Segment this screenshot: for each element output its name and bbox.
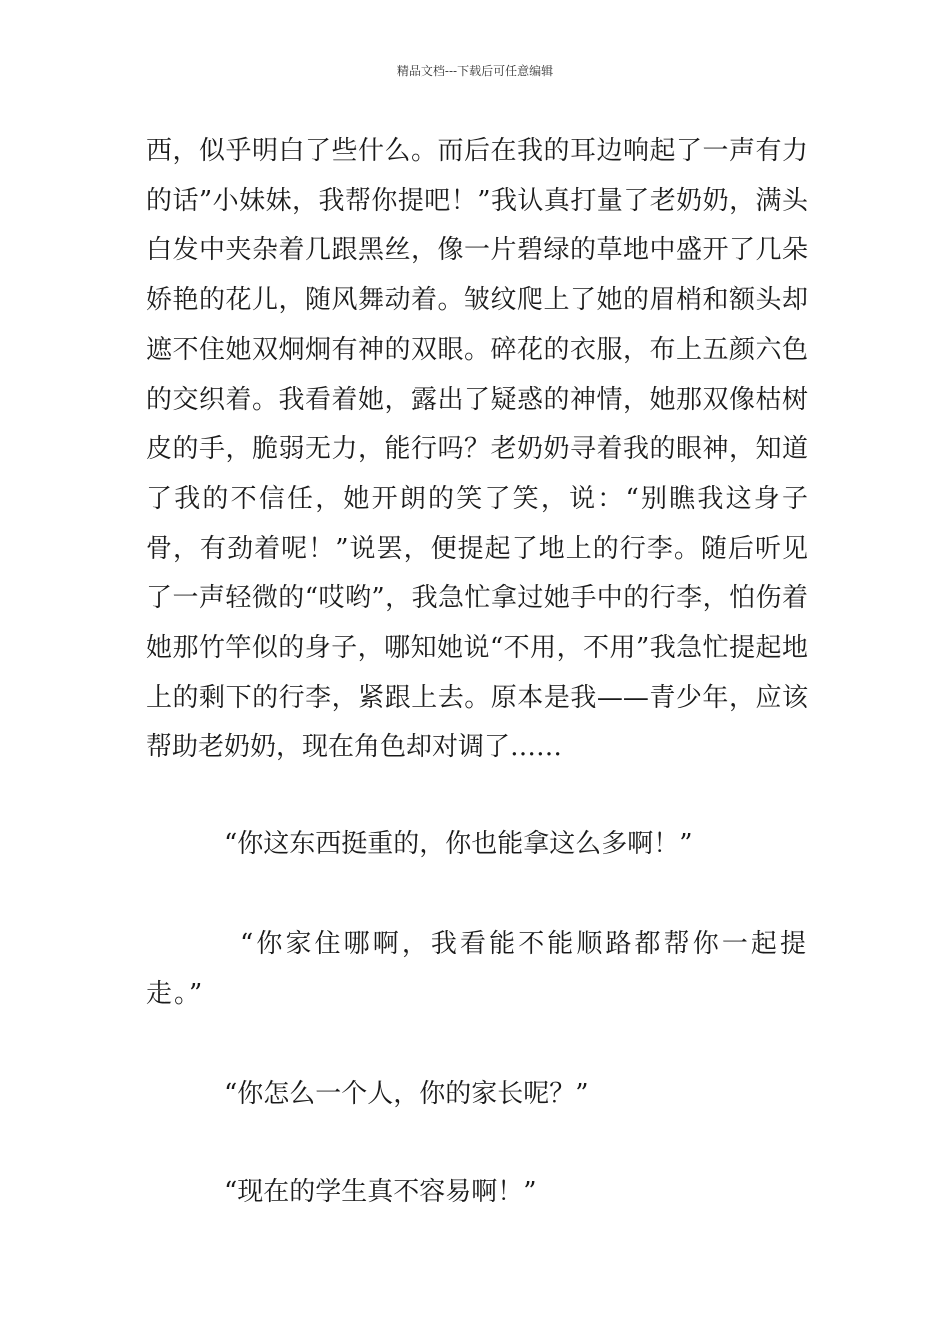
paragraph-quote-4: “现在的学生真不容易啊！” xyxy=(224,1177,537,1207)
paragraph-quote-1: “你这东西挺重的，你也能拿这么多啊！” xyxy=(224,829,693,859)
paragraph-quote-3: “你怎么一个人，你的家长呢？” xyxy=(224,1079,589,1109)
paragraph-quote-2: “你家住哪啊，我看能不能顺路都帮你一起提走。” xyxy=(146,929,808,1009)
paragraph-narrative: 西，似乎明白了些什么。而后在我的耳边响起了一声有力的话”小妹妹，我帮你提吧！”我认真打量了老奶奶，满头白发中夹杂着几跟黑丝，像一片碧绿的草地中盛开了几朵娇艳的花儿，随风舞动着。皱纹爬上了她的眉梢和额头却遮不住她双炯炯有神的双眼。碎花的衣服，布上五颜六色的交织着。我看着她，露出了疑惑的神情，她那双像枯树皮的手，脆弱无力，能行吗？老奶奶寻着我的眼神，知道了我的不信任，她开朗的笑了笑，说：“别瞧我这身子骨，有劲着呢！”说罢，便提起了地上的行李。随后听见了一声轻微的“哎哟”，我急忙拿过她手中的行李，怕伤着她那竹竿似的身子，哪知她说“不用，不用”我急忙提起地上的剩下的行李，紧跟上去。原本是我——青少年，应该帮助老奶奶，现在角色却对调了…… xyxy=(146,136,808,763)
page-header: 精品文档---下载后可任意编辑 xyxy=(396,64,554,78)
